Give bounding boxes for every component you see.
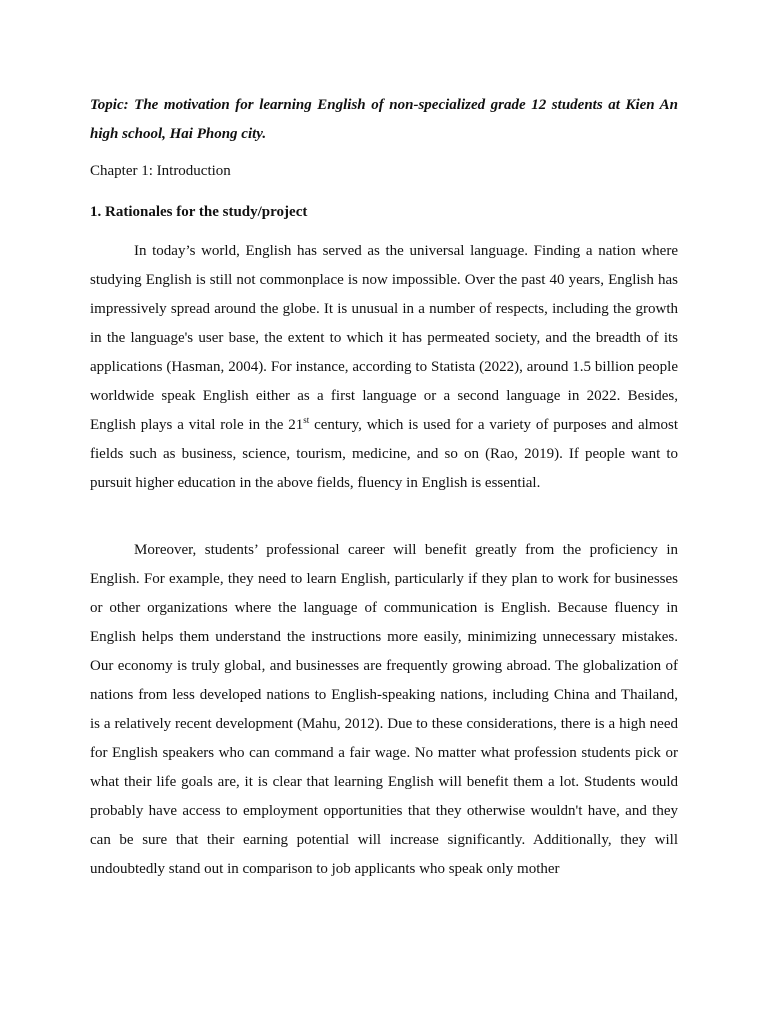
paragraph-text-part: century, which is used for a variety of purposes and almost fields such as business, science, tourism, medicine, and so on (Rao, 2019). If people want to pursuit higher education in the above fields, fluency in English is essential. [90,417,678,491]
chapter-title: Chapter 1: Introduction [90,163,231,179]
paragraph-text-part: In today’s world, English has served as the universal language. Finding a nation where studying English is still not commonplace is now impossible. Over the past 40 years, English has impressively spread around the globe. It is unusual in a number of respects, including the growth in the language's user base, the extent to which it has permeated society, and the breadth of its applications (Hasman, 2004). For instance, according to Statista (2022), around 1.5 billion people worldwide speak English either as a first language or a second language in 2022. Besides, English plays a vital role in the 21 [90,243,678,433]
ordinal-superscript: st [303,415,310,425]
document-topic: Topic: The motivation for learning English of non-specialized grade 12 students at Kien An high school, Hai Phong city. [90,97,678,142]
paragraph-rationale-1 [90,237,678,498]
paragraph-rationale-2: Moreover, students’ professional career will benefit greatly from the proficiency in English. For example, they need to learn English, particularly if they plan to work for businesses or other organizations where the language of communication is English. Because fluency in English helps them understand the instructions more easily, minimizing unnecessary mistakes. Our economy is truly global, and businesses are frequently growing abroad. The globalization of nations from less developed nations to English-speaking nations, including China and Thailand, is a relatively recent development (Mahu, 2012). Due to these considerations, there is a high need for English speakers who can command a fair wage. No matter what profession students pick or what their life goals are, it is clear that learning English will benefit them a lot. Students would probably have access to employment opportunities that they otherwise wouldn't have, and they can be sure that their earning potential will increase significantly. Additionally, they will undoubtedly stand out in comparison to job applicants who speak only mother [90,542,678,877]
section-heading: 1. Rationales for the study/project [90,204,308,220]
